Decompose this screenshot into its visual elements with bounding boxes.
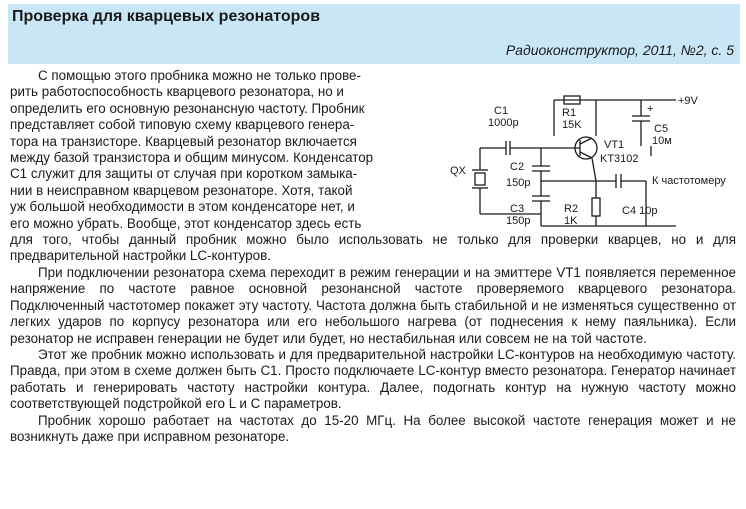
label-c3-value: 150p	[506, 215, 531, 227]
label-c4: C4 10p	[622, 205, 658, 217]
paragraph-1-wrapped	[10, 68, 438, 232]
p1-line: рить работоспособность кварцевого резонатора, но и	[10, 84, 344, 100]
paragraph-4: Пробник хорошо работает на частотах до 15-20 МГц. На более высокой частоте генерация может и не возникнуть даже при исправном резонаторе.	[10, 412, 736, 444]
label-c5: C5	[654, 123, 669, 135]
label-r1: R1	[562, 107, 577, 119]
label-c1-value: 1000p	[488, 117, 519, 129]
paragraph-1-tail: для того, чтобы данный пробник можно было использовать не только для проверки кварцев, но и для предварительной настройки LC-контуров.	[10, 232, 736, 264]
p1-line: тора на транзисторе. Кварцевый резонатор включается	[10, 133, 357, 149]
label-freq-out: К частотомеру	[652, 175, 726, 187]
label-plus: +	[647, 103, 654, 115]
source-reference: Радиоконструктор, 2011, №2, с. 5	[505, 42, 734, 58]
schematic-labels	[450, 95, 726, 227]
paragraph-3: Этот же пробник можно использовать и для предварительной настройки LC-контуров на необходимую частоту. Правда, при этом в схеме должен быть С1. Просто подключаете LC-контур вместо резонатора. Генератор начинает работать и генерировать частоту настройки контура. Далее, подогнать контур на нужную частоту можно соответствующей подстройкой его L и C параметров.	[10, 346, 736, 412]
article-title: Проверка для кварцевых резонаторов	[12, 8, 321, 25]
p1-line: уж большой необходимости в этом конденсаторе нет, и	[10, 199, 355, 215]
p1-line: С1 служит для защиты от случая при коротком замыка-	[10, 166, 358, 182]
label-r2-value: 1K	[564, 215, 578, 227]
label-c1: C1	[494, 105, 509, 117]
label-qx: QX	[450, 165, 466, 177]
p1-line: С помощью этого пробника можно не только прове-	[38, 68, 361, 83]
oscillator-schematic	[446, 86, 736, 246]
p1-line: нии в неисправном кварцевом резонаторе. Хотя, такой	[10, 182, 353, 198]
label-c2: C2	[510, 161, 525, 173]
p1-line: его можно убрать. Вообще, этот конденсатор здесь есть	[10, 215, 362, 231]
label-vt1: VT1	[604, 139, 625, 151]
label-c5-value: 10м	[652, 135, 672, 147]
label-r1-value: 15K	[562, 119, 582, 131]
label-vt1-model: KT3102	[600, 153, 639, 165]
p1-line: определить его основную резонансную частоту. Пробник	[10, 100, 365, 116]
label-c3: C3	[510, 203, 525, 215]
p1-line: представляет собой типовую схему кварцевого генера-	[10, 117, 355, 133]
label-vplus: +9V	[678, 95, 698, 107]
label-c2-value: 150p	[506, 177, 531, 189]
paragraph-2: При подключении резонатора схема переходит в режим генерации и на эмиттере VT1 появляется переменное напряжение по частоте равное основной резонансной частоте проверяемого кварцевого резонатора. Подключенный частотомер покажет эту частоту. Частота должна быть стабильной и не изменяться существенно от легких ударов по корпусу резонатора или его небольшого нагрева (от поднесения к нему паяльника). Если резонатор не исправен генерации не будет или будет, но нестабильная или совсем не на той частоте.	[10, 264, 736, 346]
article-header	[8, 4, 740, 64]
p1-line: между базой транзистора и общим минусом. Конденсатор	[10, 150, 374, 166]
label-r2: R2	[564, 203, 579, 215]
